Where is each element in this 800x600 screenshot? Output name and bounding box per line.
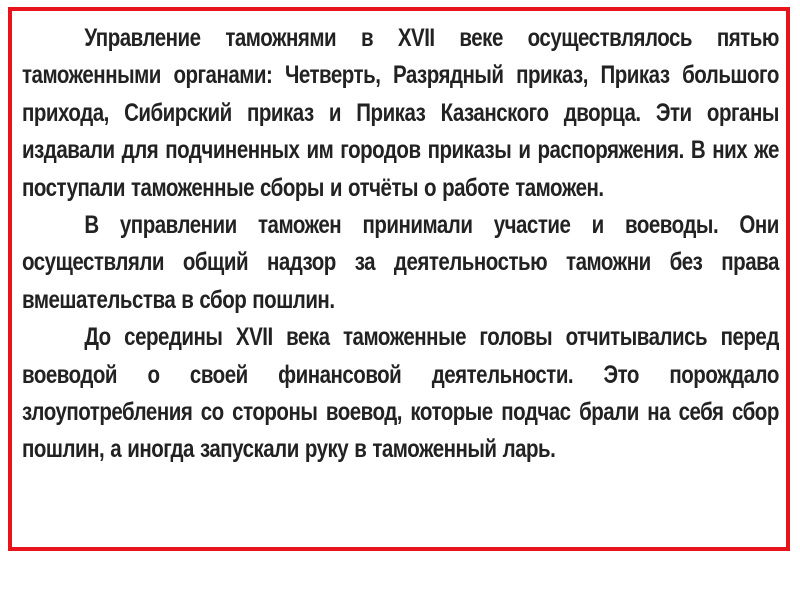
paragraph-voivodes: В управлении таможен принимали участие и воеводы. Они осуществляли общий надзор за деятельностью таможни без права вмешательства в сбор пошлин. [22, 211, 779, 314]
text-frame [8, 7, 790, 551]
paragraph-abuses: До середины XVII века таможенные головы отчитывались перед воеводой о своей финансовой деятельности. Это порождало злоупотребления со стороны воевод, которые подчас брали на себя сбор пошлин, а иногда запускали руку в таможенный ларь. [22, 323, 779, 464]
paragraph-customs-management: Управление таможнями в XVII веке осуществлялось пятью таможенными органами: Четверть, Разрядный приказ, Приказ большого прихода, Сибирский приказ и Приказ Казанского дворца. Эти органы издавали для подчиненных им городов приказы и распоряжения. В них же поступали таможенные сборы и отчёты о работе таможен. [22, 24, 779, 202]
text-block [22, 20, 779, 469]
